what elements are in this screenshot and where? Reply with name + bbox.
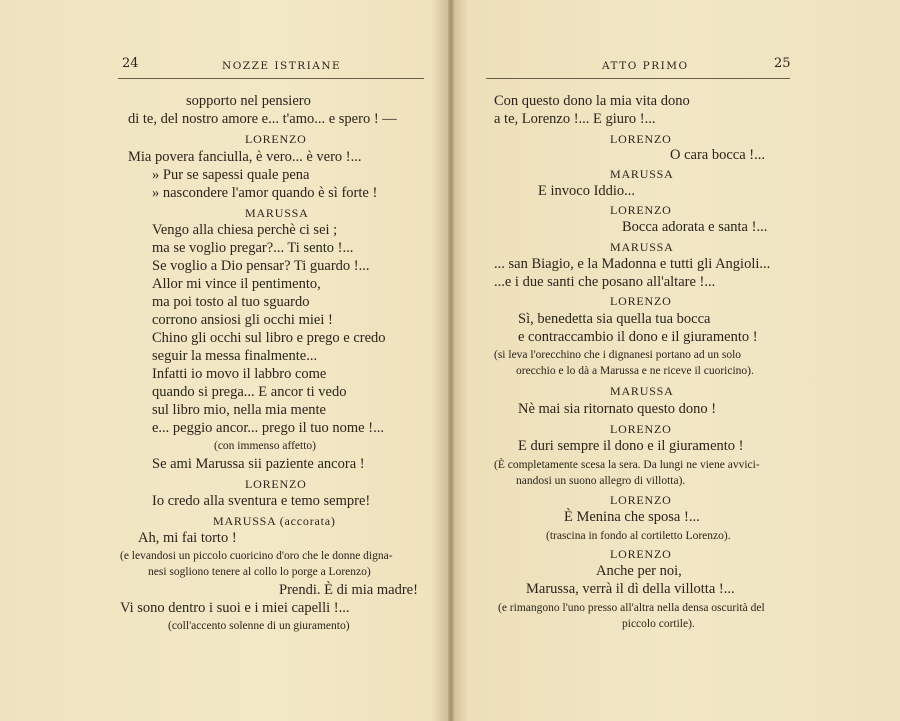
speaker-name: MARUSSA	[610, 384, 674, 398]
page-number: 25	[774, 56, 791, 71]
verse-line: Ah, mi fai torto !	[138, 530, 237, 546]
stage-direction: (coll'accento solenne di un giuramento)	[168, 620, 350, 632]
verse-line: È Menina che sposa !...	[564, 509, 700, 525]
stage-direction: (si leva l'orecchino che i dignanesi portano ad un solo	[494, 349, 742, 361]
speaker-name: LORENZO	[610, 203, 672, 217]
speaker-name: LORENZO	[610, 422, 672, 436]
page-number: 24	[122, 56, 139, 71]
speaker-name: MARUSSA	[610, 240, 674, 254]
verse-line: di te, del nostro amore e... t'amo... e spero ! —	[128, 111, 397, 127]
right-page	[454, 0, 900, 721]
verse-line: Marussa, verrà il dì della villotta !...	[526, 581, 735, 597]
verse-line: Infatti io movo il labbro come	[152, 366, 327, 382]
verse-line: O cara bocca !...	[670, 147, 765, 163]
speaker-name: LORENZO	[245, 477, 307, 491]
verse-line: ma se voglio pregar?... Ti sento !...	[152, 240, 354, 256]
running-head: ATTO PRIMO	[602, 60, 689, 72]
header-rule	[118, 78, 424, 79]
speaker-name: MARUSSA	[610, 167, 674, 181]
verse-line: Con questo dono la mia vita dono	[494, 93, 690, 109]
verse-line: quando si prega... E ancor ti vedo	[152, 384, 347, 400]
stage-direction: piccolo cortile).	[622, 618, 695, 630]
verse-line: Io credo alla sventura e temo sempre!	[152, 493, 371, 509]
verse-line: seguir la messa finalmente...	[152, 348, 318, 364]
stage-direction: (e rimangono l'uno presso all'altra nella densa oscurità del	[498, 602, 765, 614]
verse-line: e... peggio ancor... prego il tuo nome !...	[152, 420, 384, 436]
verse-line: Vengo alla chiesa perchè ci sei ;	[152, 222, 338, 238]
speaker-name: LORENZO	[610, 294, 672, 308]
verse-line: ...e i due santi che posano all'altare !...	[494, 274, 716, 290]
verse-line: Chino gli occhi sul libro e prego e credo	[152, 330, 386, 346]
verse-line: Anche per noi,	[596, 563, 682, 579]
verse-line: a te, Lorenzo !... E giuro !...	[494, 111, 656, 127]
verse-line: Nè mai sia ritornato questo dono !	[518, 401, 717, 417]
verse-line: Se voglio a Dio pensar? Ti guardo !...	[152, 258, 370, 274]
verse-line: E invoco Iddio...	[538, 183, 636, 199]
speaker-name: LORENZO	[610, 547, 672, 561]
header-rule	[486, 78, 790, 79]
stage-direction: (trascina in fondo al cortiletto Lorenzo).	[546, 530, 731, 542]
verse-line: Prendi. È di mia madre!	[279, 582, 418, 598]
verse-line: sul libro mio, nella mia mente	[152, 402, 326, 418]
verse-line: ma poi tosto al tuo sguardo	[152, 294, 310, 310]
verse-line: Mia povera fanciulla, è vero... è vero !...	[128, 149, 362, 165]
stage-direction: (e levandosi un piccolo cuoricino d'oro che le donne digna-	[120, 550, 393, 562]
verse-line: Sì, benedetta sia quella tua bocca	[518, 311, 711, 327]
speaker-name: MARUSSA (accorata)	[213, 514, 336, 528]
speaker-name: LORENZO	[245, 132, 307, 146]
verse-line: corrono ansiosi gli occhi miei !	[152, 312, 333, 328]
verse-line: sopporto nel pensiero	[186, 93, 311, 109]
verse-line: Bocca adorata e santa !...	[622, 219, 768, 235]
stage-direction: orecchio e lo dà a Marussa e ne riceve il cuoricino).	[516, 365, 754, 377]
verse-line: Vi sono dentro i suoi e i miei capelli !...	[120, 600, 350, 616]
verse-line: Se ami Marussa sii paziente ancora !	[152, 456, 365, 472]
stage-direction: nandosi un suono allegro di villotta).	[516, 475, 686, 487]
verse-line: » nascondere l'amor quando è sì forte !	[152, 185, 378, 201]
running-head: NOZZE ISTRIANE	[222, 60, 342, 72]
stage-direction: (con immenso affetto)	[214, 440, 316, 452]
stage-direction: (È completamente scesa la sera. Da lungi ne viene avvici-	[494, 459, 760, 471]
verse-line: E duri sempre il dono e il giuramento !	[518, 438, 744, 454]
speaker-name: LORENZO	[610, 493, 672, 507]
verse-line: Allor mi vince il pentimento,	[152, 276, 321, 292]
verse-line: ... san Biagio, e la Madonna e tutti gli Angioli...	[494, 256, 771, 272]
verse-line: » Pur se sapessi quale pena	[152, 167, 310, 183]
stage-direction: nesi sogliono tenere al collo lo porge a Lorenzo)	[148, 566, 371, 578]
speaker-name: LORENZO	[610, 132, 672, 146]
speaker-name: MARUSSA	[245, 206, 309, 220]
verse-line: e contraccambio il dono e il giuramento !	[518, 329, 758, 345]
